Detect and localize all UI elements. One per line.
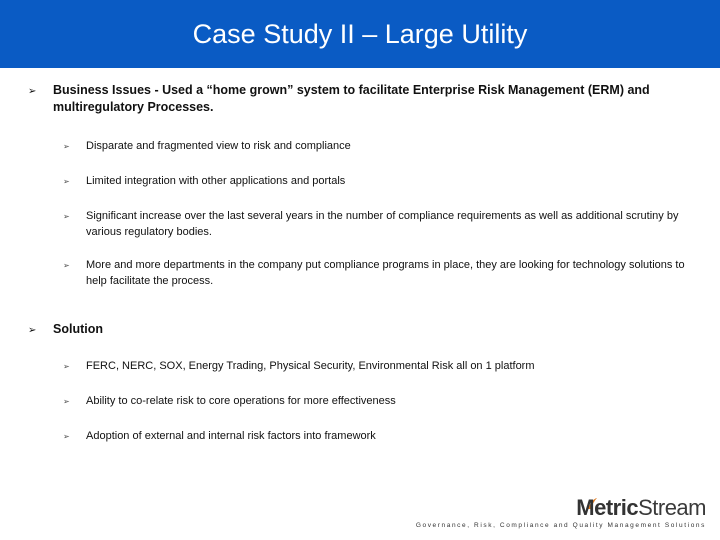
- logo-brand-part2: Stream: [638, 495, 706, 520]
- logo-wordmark: [576, 495, 706, 521]
- arrow-bullet-icon: ➢: [63, 397, 70, 406]
- logo-tagline: Governance, Risk, Compliance and Quality Management Solutions: [415, 522, 706, 529]
- list-item: Ability to co-relate risk to core operations for more effectiveness: [86, 395, 396, 407]
- metricstream-logo: [412, 495, 712, 535]
- arrow-bullet-icon: ➢: [63, 142, 70, 151]
- slide-title: Case Study II – Large Utility: [192, 18, 528, 49]
- list-item: More and more departments in the company put compliance programs in place, they are looking for technology solutions to help facilitate the process.: [86, 259, 685, 287]
- arrow-bullet-icon: ➢: [63, 261, 70, 270]
- arrow-bullet-icon: ➢: [28, 86, 37, 97]
- arrow-bullet-icon: ➢: [63, 432, 70, 441]
- section-heading: Business Issues - Used a “home grown” system to facilitate Enterprise Risk Management (ERM) and multiregulatory Processes.: [53, 83, 650, 114]
- arrow-bullet-icon: ➢: [28, 325, 37, 336]
- list-item: Significant increase over the last several years in the number of compliance requirements as well as additional scrutiny by various regulatory bodies.: [86, 210, 679, 238]
- list-item: Adoption of external and internal risk factors into framework: [86, 430, 376, 442]
- list-item: Disparate and fragmented view to risk and compliance: [86, 140, 351, 152]
- list-item: FERC, NERC, SOX, Energy Trading, Physical Security, Environmental Risk all on 1 platform: [86, 360, 535, 372]
- arrow-bullet-icon: ➢: [63, 212, 70, 221]
- list-item: Limited integration with other applications and portals: [86, 175, 346, 187]
- arrow-bullet-icon: ➢: [63, 177, 70, 186]
- arrow-bullet-icon: ➢: [63, 362, 70, 371]
- logo-brand-part1: Metric: [576, 495, 639, 520]
- section-heading: Solution: [53, 322, 103, 336]
